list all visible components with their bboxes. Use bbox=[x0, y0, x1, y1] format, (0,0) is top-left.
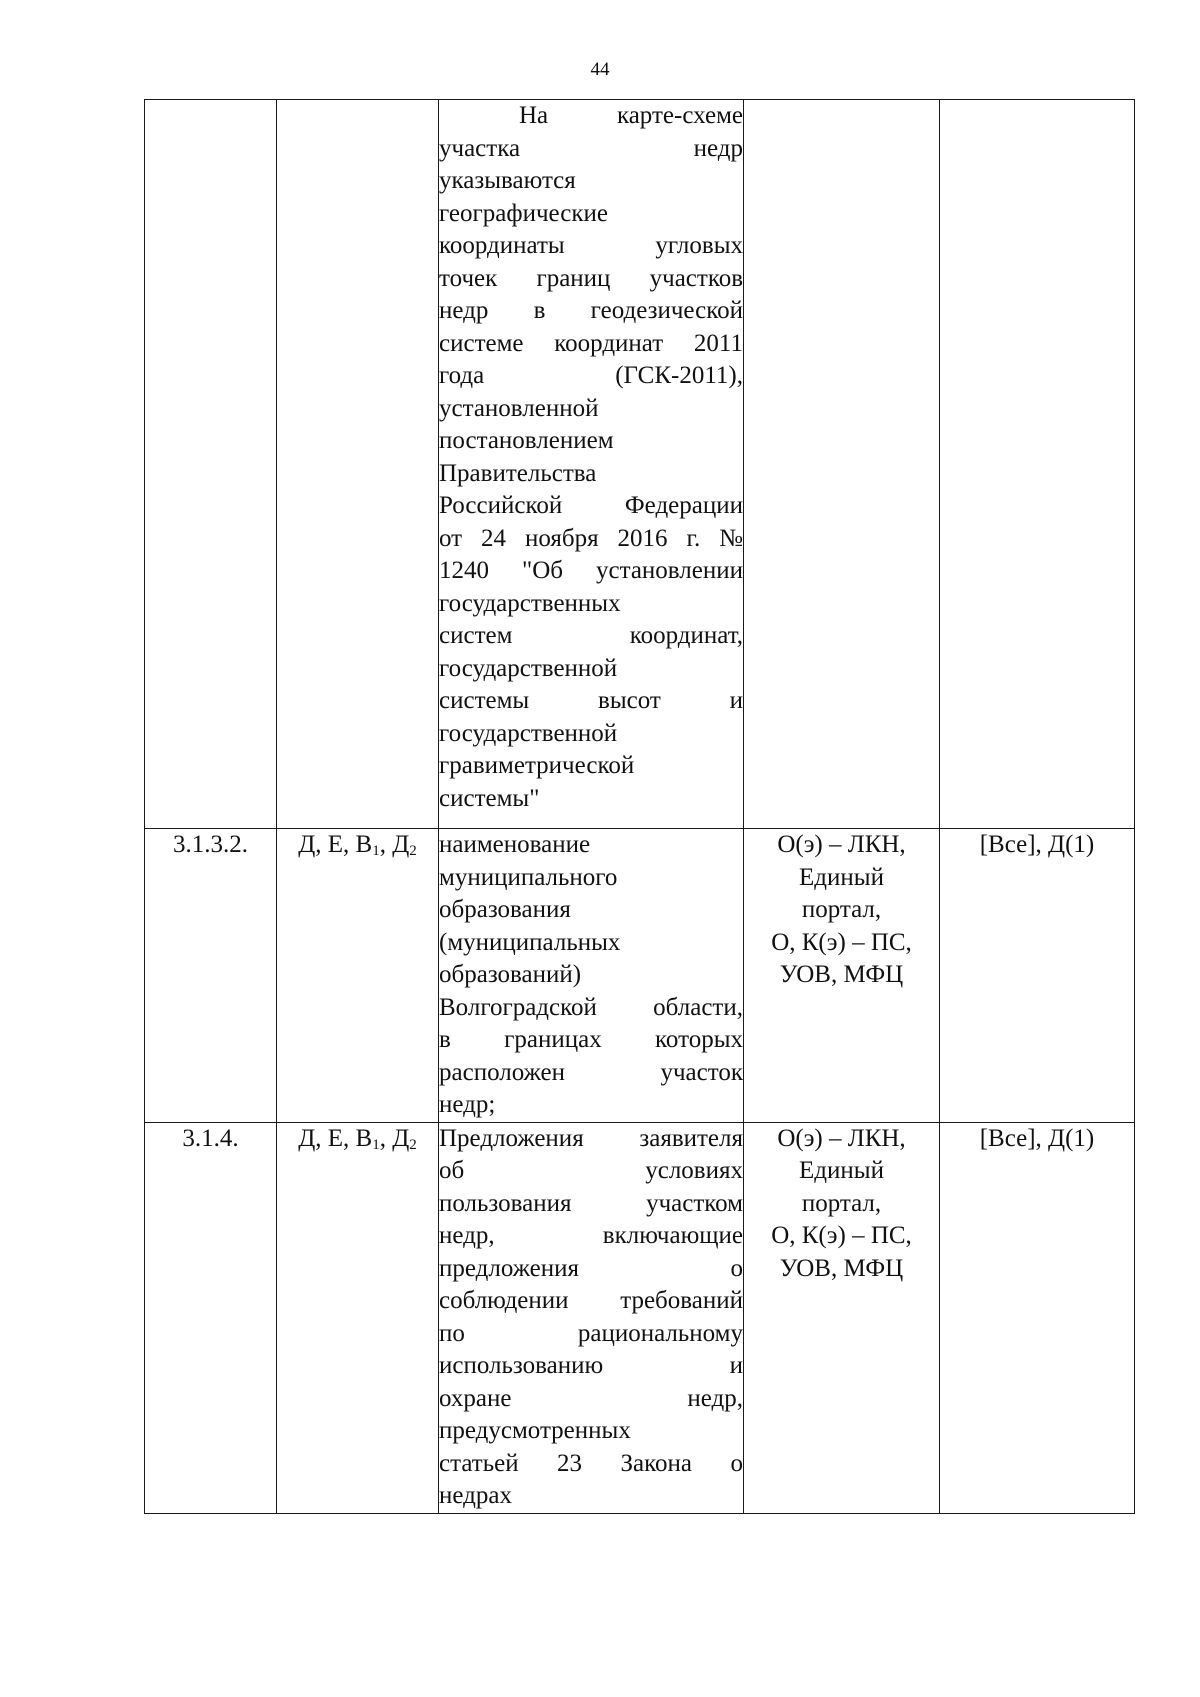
text-line: государственной bbox=[439, 719, 618, 747]
method-line: О(э) – ЛКН, bbox=[777, 1124, 906, 1152]
method-line: Единый bbox=[799, 863, 884, 891]
requirement-text-cell bbox=[439, 100, 744, 829]
text-line: координаты угловых bbox=[439, 232, 743, 259]
code-text: Д, Е, В bbox=[298, 1124, 373, 1152]
method-line: УОВ, МФЦ bbox=[779, 961, 904, 988]
submission-method-cell bbox=[744, 100, 940, 829]
text-line: государственной bbox=[439, 654, 618, 682]
text-line: 1240 "Об установлении bbox=[439, 557, 743, 584]
text-line: от 24 ноября 2016 г. № bbox=[439, 524, 743, 552]
text-line: использованию и bbox=[439, 1352, 743, 1379]
text-line: Правительства bbox=[439, 459, 597, 487]
code-subscript: 2 bbox=[409, 1136, 417, 1153]
applicant-codes-cell bbox=[277, 1122, 439, 1513]
text-line: постановлением bbox=[439, 427, 614, 454]
text-line: об условиях bbox=[439, 1157, 743, 1184]
text-line: расположен участок bbox=[439, 1058, 743, 1086]
method-line: Единый bbox=[799, 1157, 884, 1184]
text-line: по рациональному bbox=[439, 1319, 743, 1347]
text-line: системы высот и bbox=[439, 687, 743, 714]
text-line: наименование bbox=[439, 831, 591, 858]
table-row bbox=[145, 1122, 1135, 1513]
applicant-codes-cell bbox=[277, 829, 439, 1123]
item-number-cell: 3.1.4. bbox=[145, 1122, 277, 1513]
text-line: года (ГСК-2011), bbox=[439, 362, 743, 389]
text-line: участка недр bbox=[439, 134, 743, 162]
text-line: Предложения заявителя bbox=[439, 1124, 743, 1152]
text-line: На карте-схеме bbox=[519, 102, 743, 129]
text-line: недр в геодезической bbox=[439, 297, 743, 324]
text-line: указываются bbox=[439, 167, 576, 194]
text-line: пользования участком bbox=[439, 1189, 743, 1217]
recipients-cell: [Все], Д(1) bbox=[940, 1122, 1135, 1513]
text-line: Волгоградской области, bbox=[439, 993, 743, 1021]
text-line: системы" bbox=[439, 784, 540, 812]
text-line: (муниципальных bbox=[439, 928, 621, 956]
table-row bbox=[145, 829, 1135, 1123]
recipients-cell: [Все], Д(1) bbox=[940, 829, 1135, 1123]
method-line: портал, bbox=[801, 896, 882, 923]
text-line: системе координат 2011 bbox=[439, 329, 743, 357]
text-line: охране недр, bbox=[439, 1384, 743, 1412]
text-line: географические bbox=[439, 199, 608, 227]
text-line: образования bbox=[439, 896, 571, 923]
requirement-text-cell bbox=[439, 1122, 744, 1513]
text-line: недрах bbox=[439, 1482, 512, 1509]
recipients-cell bbox=[940, 100, 1135, 829]
text-line: муниципального bbox=[439, 863, 618, 891]
code-text: Д, Е, В bbox=[298, 831, 373, 858]
text-line: статьей 23 Закона о bbox=[439, 1449, 743, 1477]
code-text: , Д bbox=[379, 831, 410, 858]
text-line: гравиметрической bbox=[439, 752, 635, 779]
code-subscript: 2 bbox=[409, 843, 417, 859]
method-line: О, К(э) – ПС, bbox=[771, 1222, 912, 1249]
code-subscript: 1 bbox=[372, 1136, 380, 1153]
method-line: О, К(э) – ПС, bbox=[771, 928, 912, 956]
text-line: систем координат, bbox=[439, 622, 743, 649]
text-line: образований) bbox=[439, 961, 582, 988]
requirement-text-cell bbox=[439, 829, 744, 1123]
text-line: недр; bbox=[439, 1091, 496, 1118]
item-number-cell: 3.1.3.2. bbox=[145, 829, 277, 1123]
submission-method-cell bbox=[744, 829, 940, 1123]
code-text: , Д bbox=[379, 1124, 410, 1152]
text-line: в границах которых bbox=[439, 1026, 743, 1053]
text-line: недр, включающие bbox=[439, 1222, 743, 1249]
text-line: государственных bbox=[439, 589, 621, 617]
text-line: предложения о bbox=[439, 1254, 743, 1282]
page-number: 44 bbox=[590, 59, 610, 80]
text-line: соблюдении требований bbox=[439, 1287, 743, 1314]
method-line: портал, bbox=[801, 1189, 882, 1217]
applicant-codes-cell bbox=[277, 100, 439, 829]
text-line: предусмотренных bbox=[439, 1417, 631, 1444]
submission-method-cell bbox=[744, 1122, 940, 1513]
text-line: точек границ участков bbox=[439, 264, 743, 292]
text-line: Российской Федерации bbox=[439, 492, 743, 519]
item-number-cell bbox=[145, 100, 277, 829]
requirements-table bbox=[144, 99, 1135, 1514]
method-line: О(э) – ЛКН, bbox=[777, 831, 906, 858]
code-subscript: 1 bbox=[372, 843, 380, 859]
method-line: УОВ, МФЦ bbox=[779, 1254, 904, 1282]
table-row bbox=[145, 100, 1135, 829]
text-line: установленной bbox=[439, 394, 599, 422]
